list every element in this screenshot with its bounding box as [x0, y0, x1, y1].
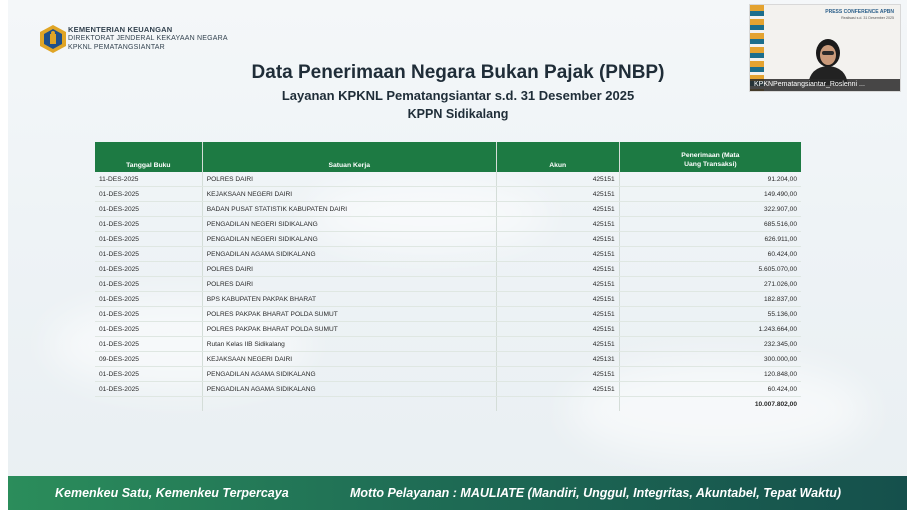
- participant-name-label: KPKNPematangsiantar_Roslenni ...: [750, 79, 901, 91]
- footer-tagline: Kemenkeu Satu, Kemenkeu Terpercaya: [55, 486, 289, 500]
- cell-penerimaan: 60.424,00: [619, 382, 801, 397]
- organization-name: [68, 25, 228, 52]
- cell-penerimaan: 182.837,00: [619, 292, 801, 307]
- table-header-row: [95, 142, 801, 172]
- cell-satker: POLRES DAIRI: [202, 262, 496, 277]
- table-row: [95, 367, 801, 382]
- table-row: [95, 352, 801, 367]
- cell-penerimaan: 685.516,00: [619, 217, 801, 232]
- cell-date: 01-DES-2025: [95, 337, 202, 352]
- cell-date: 01-DES-2025: [95, 367, 202, 382]
- cell-satker: PENGADILAN AGAMA SIDIKALANG: [202, 367, 496, 382]
- cell-penerimaan: 91.204,00: [619, 172, 801, 187]
- cell-penerimaan: 60.424,00: [619, 247, 801, 262]
- video-call-tile[interactable]: [749, 4, 901, 92]
- cell-akun: 425131: [496, 352, 619, 367]
- table-row: [95, 337, 801, 352]
- slide-title: Data Penerimaan Negara Bukan Pajak (PNBP): [251, 62, 665, 83]
- table-row: [95, 262, 801, 277]
- cell-akun: 425151: [496, 382, 619, 397]
- table-row: [95, 247, 801, 262]
- cell-date: 01-DES-2025: [95, 232, 202, 247]
- org-line-3: KPKNL PEMATANGSIANTAR: [68, 44, 165, 51]
- table-total-row: [95, 397, 801, 412]
- cell-akun: 425151: [496, 217, 619, 232]
- cell-date: 01-DES-2025: [95, 262, 202, 277]
- cell-satker: PENGADILAN NEGERI SIDIKALANG: [202, 217, 496, 232]
- cell-satker: KEJAKSAAN NEGERI DAIRI: [202, 352, 496, 367]
- cell-akun: 425151: [496, 337, 619, 352]
- table-row: [95, 307, 801, 322]
- empty-cell: [202, 397, 496, 412]
- cell-akun: 425151: [496, 202, 619, 217]
- column-header-date: Tanggal Buku: [95, 142, 202, 172]
- column-header-penerimaan-line2: Uang Transaksi): [684, 161, 737, 168]
- cell-akun: 425151: [496, 367, 619, 382]
- cell-penerimaan: 149.490,00: [619, 187, 801, 202]
- slide-subtitle: Layanan KPKNL Pematangsiantar s.d. 31 Desember 2025: [281, 88, 635, 103]
- empty-cell: [496, 397, 619, 412]
- cell-penerimaan: 300.000,00: [619, 352, 801, 367]
- pnbp-table: [95, 142, 801, 411]
- table-row: [95, 172, 801, 187]
- cell-satker: POLRES PAKPAK BHARAT POLDA SUMUT: [202, 307, 496, 322]
- table-row: [95, 217, 801, 232]
- org-line-1: KEMENTERIAN KEUANGAN: [68, 25, 173, 34]
- cell-date: 01-DES-2025: [95, 202, 202, 217]
- column-header-penerimaan: [619, 142, 801, 172]
- cell-akun: 425151: [496, 187, 619, 202]
- cell-satker: KEJAKSAAN NEGERI DAIRI: [202, 187, 496, 202]
- cell-satker: Rutan Kelas IIB Sidikalang: [202, 337, 496, 352]
- cell-satker: POLRES DAIRI: [202, 172, 496, 187]
- cell-akun: 425151: [496, 322, 619, 337]
- cell-satker: BADAN PUSAT STATISTIK KABUPATEN DAIRI: [202, 202, 496, 217]
- cell-penerimaan: 271.026,00: [619, 277, 801, 292]
- cell-satker: PENGADILAN NEGERI SIDIKALANG: [202, 232, 496, 247]
- cell-date: 01-DES-2025: [95, 322, 202, 337]
- footer-bar: [8, 476, 907, 510]
- table-row: [95, 277, 801, 292]
- table-row: [95, 187, 801, 202]
- cell-penerimaan: 5.605.070,00: [619, 262, 801, 277]
- column-header-akun: Akun: [496, 142, 619, 172]
- cell-akun: 425151: [496, 262, 619, 277]
- cell-satker: POLRES PAKPAK BHARAT POLDA SUMUT: [202, 322, 496, 337]
- cell-akun: 425151: [496, 292, 619, 307]
- empty-cell: [95, 397, 202, 412]
- participant-avatar-icon: [804, 35, 852, 85]
- cell-date: 01-DES-2025: [95, 277, 202, 292]
- table-row: [95, 292, 801, 307]
- cell-penerimaan: 626.911,00: [619, 232, 801, 247]
- cell-date: 01-DES-2025: [95, 217, 202, 232]
- cell-date: 01-DES-2025: [95, 187, 202, 202]
- video-slide-title: PRESS CONFERENCE APBN: [825, 9, 894, 15]
- kemenkeu-logo-icon: [38, 24, 68, 54]
- cell-akun: 425151: [496, 307, 619, 322]
- cell-date: 01-DES-2025: [95, 292, 202, 307]
- cell-penerimaan: 322.907,00: [619, 202, 801, 217]
- cell-penerimaan: 232.345,00: [619, 337, 801, 352]
- cell-date: 01-DES-2025: [95, 307, 202, 322]
- column-header-penerimaan-line1: Penerimaan (Mata: [681, 152, 740, 159]
- table-row: [95, 232, 801, 247]
- cell-penerimaan: 1.243.664,00: [619, 322, 801, 337]
- table-row: [95, 322, 801, 337]
- cell-date: 11-DES-2025: [95, 172, 202, 187]
- cell-akun: 425151: [496, 232, 619, 247]
- column-header-satker: Satuan Kerja: [202, 142, 496, 172]
- cell-satker: POLRES DAIRI: [202, 277, 496, 292]
- cell-date: 01-DES-2025: [95, 247, 202, 262]
- cell-penerimaan: 120.848,00: [619, 367, 801, 382]
- cell-akun: 425151: [496, 277, 619, 292]
- cell-akun: 425151: [496, 247, 619, 262]
- cell-akun: 425151: [496, 172, 619, 187]
- org-line-2: DIREKTORAT JENDERAL KEKAYAAN NEGARA: [68, 35, 228, 42]
- cell-satker: PENGADILAN AGAMA SIDIKALANG: [202, 247, 496, 262]
- video-slide-subtitle: Realisasi s.d. 31 Desember 2025: [841, 16, 894, 20]
- total-value: 10.007.802,00: [619, 397, 801, 412]
- cell-date: 01-DES-2025: [95, 382, 202, 397]
- cell-satker: BPS KABUPATEN PAKPAK BHARAT: [202, 292, 496, 307]
- cell-penerimaan: 55.136,00: [619, 307, 801, 322]
- table-row: [95, 382, 801, 397]
- table-row: [95, 202, 801, 217]
- cell-satker: PENGADILAN AGAMA SIDIKALANG: [202, 382, 496, 397]
- footer-motto: Motto Pelayanan : MAULIATE (Mandiri, Unggul, Integritas, Akuntabel, Tepat Waktu): [350, 486, 841, 500]
- cell-date: 09-DES-2025: [95, 352, 202, 367]
- office-name: KPPN Sidikalang: [407, 107, 509, 121]
